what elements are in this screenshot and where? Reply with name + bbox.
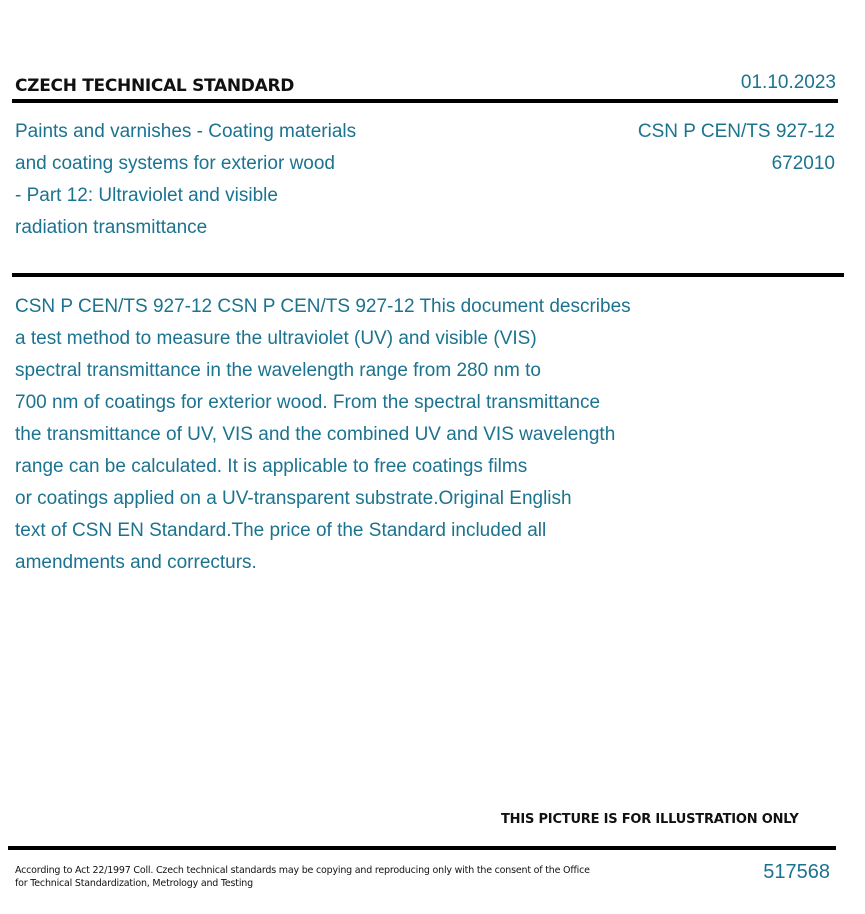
- description-line: the transmittance of UV, VIS and the combined UV and VIS wavelength: [15, 424, 616, 445]
- description: [15, 291, 755, 579]
- document-type-label: CZECH TECHNICAL STANDARD: [15, 76, 295, 96]
- illustration-notice: THIS PICTURE IS FOR ILLUSTRATION ONLY: [501, 812, 799, 827]
- description-line: a test method to measure the ultraviolet (UV) and visible (VIS): [15, 328, 537, 349]
- title-line: Paints and varnishes - Coating materials: [15, 121, 357, 142]
- description-line: 700 nm of coatings for exterior wood. From the spectral transmittance: [15, 392, 601, 413]
- title-line: - Part 12: Ultraviolet and visible: [15, 185, 278, 206]
- legal-line: According to Act 22/1997 Coll. Czech technical standards may be copying and reproducing only with the consent of the Office: [15, 865, 590, 876]
- standard-identifiers: [638, 116, 835, 180]
- description-line: spectral transmittance in the wavelength range from 280 nm to: [15, 360, 541, 381]
- standard-title: [15, 116, 435, 244]
- title-line: radiation transmittance: [15, 217, 208, 238]
- standard-code: CSN P CEN/TS 927-12: [637, 121, 835, 142]
- description-line: amendments and correcturs.: [15, 552, 257, 573]
- footer-divider: [8, 846, 836, 850]
- title-divider: [12, 273, 844, 277]
- issue-date: 01.10.2023: [740, 72, 836, 93]
- description-line: text of CSN EN Standard.The price of the Standard included all: [15, 520, 547, 541]
- header-divider: [12, 99, 838, 103]
- description-line: or coatings applied on a UV-transparent substrate.Original English: [15, 488, 572, 509]
- legal-line: for Technical Standardization, Metrology and Testing: [15, 878, 253, 889]
- description-line: CSN P CEN/TS 927-12 CSN P CEN/TS 927-12 This document describes: [15, 296, 631, 317]
- class-number: 672010: [771, 153, 835, 174]
- description-line: range can be calculated. It is applicable to free coatings films: [15, 456, 528, 477]
- product-number: 517568: [763, 861, 830, 883]
- legal-notice: [15, 864, 595, 890]
- title-line: and coating systems for exterior wood: [15, 153, 335, 174]
